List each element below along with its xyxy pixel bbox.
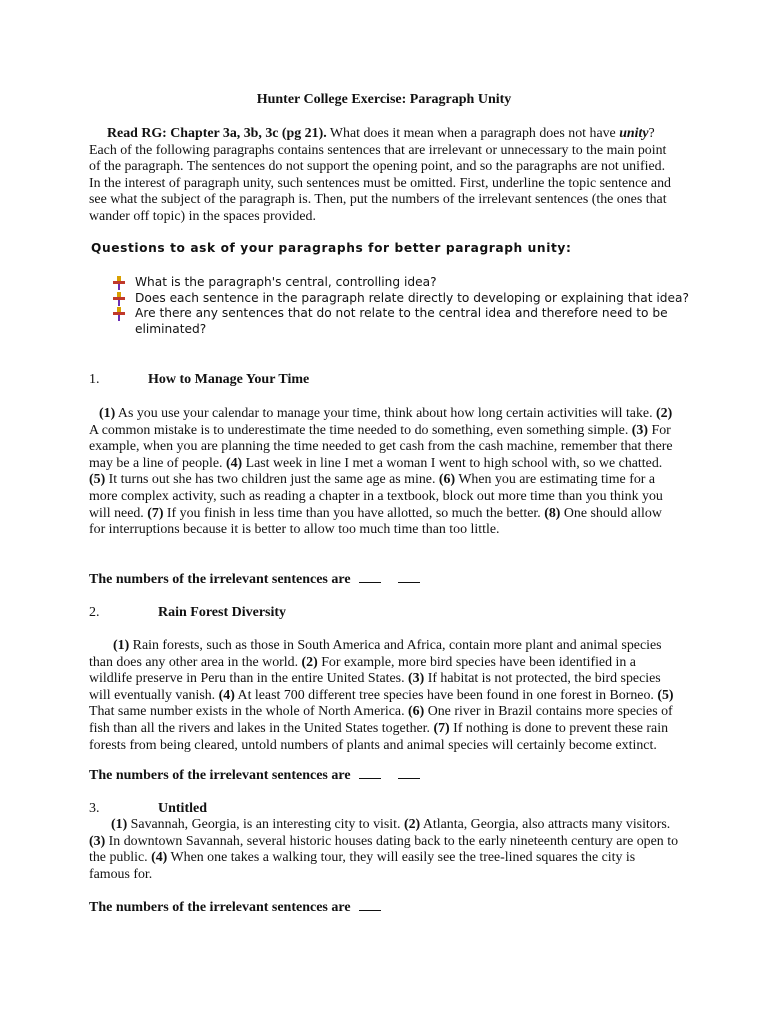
sentence-number: (8) xyxy=(544,505,561,521)
sentence-number: (7) xyxy=(433,720,450,736)
unity-emphasis: unity xyxy=(619,126,649,141)
sentence-number: (3) xyxy=(408,671,425,687)
answer-blank[interactable] xyxy=(398,572,420,583)
section-2-heading: 2. Rain Forest Diversity xyxy=(89,605,287,620)
sentence-text: Savannah, Georgia, is an interesting city to visit. xyxy=(127,817,404,832)
intro-paragraph xyxy=(89,126,679,226)
sentence-number: (7) xyxy=(147,505,164,521)
sentence-text: If habitat is not protected, the bird species will eventually vanish. xyxy=(89,671,661,703)
questions-heading: Questions to ask of your paragraphs for better paragraph unity: xyxy=(91,241,572,255)
thumbtack-bullet-icon xyxy=(112,307,126,321)
answer-blank[interactable] xyxy=(398,768,420,779)
section-1-heading: 1. How to Manage Your Time xyxy=(89,372,310,387)
section-3-answer: The numbers of the irrelevant sentences are xyxy=(89,900,381,916)
sentence-text: Rain forests, such as those in South America and Africa, contain more plant and animal species than does any other area in the world. xyxy=(89,638,662,670)
sentence-text: At least 700 different tree species have been found in one forest in Borneo. xyxy=(234,687,658,703)
answer-blank[interactable] xyxy=(359,900,381,911)
sentence-number: (4) xyxy=(225,455,243,471)
sentence-number: (2) xyxy=(301,654,318,670)
answer-blank[interactable] xyxy=(359,572,381,583)
thumbtack-bullet-icon xyxy=(112,292,126,306)
reading-assignment: Read RG: Chapter 3a, 3b, 3c (pg 21). xyxy=(107,126,327,141)
sentence-text: If nothing is done to prevent these rain forests from being cleared, untold numbers of plants and animal species will certainly become extinct. xyxy=(89,720,669,753)
sentence-text: One river in Brazil contains more species of fish than all the rivers and lakes in the United States together. xyxy=(89,704,673,736)
question-text: Does each sentence in the paragraph relate directly to developing or explaining that idea? xyxy=(135,290,689,305)
sentence-text: When one takes a walking tour, they will easily see the tree-lined squares the city is famous for. xyxy=(89,850,636,882)
sentence-text: When you are estimating time for a more complex activity, such as reading a chapter in a textbook, block out more time than you think you will need. xyxy=(89,472,663,521)
question-item xyxy=(110,306,690,337)
sentence-text: A common mistake is to underestimate the time needed to do something, even something simple. xyxy=(89,422,632,438)
sentence-text: In downtown Savannah, several historic houses dating back to the early nineteenth century are open to the public. xyxy=(89,833,679,866)
sentence-number: (1) xyxy=(99,406,116,421)
questions-list xyxy=(110,275,690,337)
sentence-number: (2) xyxy=(403,817,421,832)
sentence-number: (5) xyxy=(657,687,674,703)
question-item xyxy=(110,291,690,307)
question-text: Are there any sentences that do not relate to the central idea and therefore need to be eliminated? xyxy=(135,306,668,336)
question-item xyxy=(110,275,690,291)
sentence-text: If you finish in less time than you have allotted, so much the better. xyxy=(163,505,545,521)
section-2-answer: The numbers of the irrelevant sentences are xyxy=(89,768,420,784)
section-3-heading: 3. Untitled xyxy=(89,801,207,816)
section-1-answer: The numbers of the irrelevant sentences are xyxy=(89,572,420,588)
page-title: Hunter College Exercise: Paragraph Unity xyxy=(256,92,512,107)
sentence-number: (6) xyxy=(438,472,456,488)
intro-text-a: What does it mean when a paragraph does not have xyxy=(326,126,620,141)
answer-blank[interactable] xyxy=(359,768,381,779)
sentence-text: Last week in line I met a woman I went to high school with, so we chatted. xyxy=(242,455,663,471)
question-text: What is the paragraph's central, controlling idea? xyxy=(135,275,437,289)
sentence-number: (5) xyxy=(89,472,106,488)
sentence-number: (1) xyxy=(111,817,128,832)
section-2-paragraph xyxy=(89,638,679,754)
thumbtack-bullet-icon xyxy=(112,276,126,290)
sentence-text: It turns out she has two children just the same age as mine. xyxy=(105,472,439,488)
sentence-number: (4) xyxy=(218,687,235,703)
section-1-paragraph xyxy=(89,406,679,539)
sentence-text: For example, when you are planning the time needed to get cash from the cash machine, remember that there may be a line of people. xyxy=(89,422,673,471)
sentence-number: (3) xyxy=(89,833,106,849)
sentence-number: (6) xyxy=(408,704,425,720)
sentence-number: (2) xyxy=(656,406,673,421)
sentence-number: (3) xyxy=(631,422,648,438)
sentence-number: (1) xyxy=(113,638,130,653)
sentence-text: One should allow for interruptions because it is better to allow too much time than too little. xyxy=(89,505,662,538)
sentence-text: As you use your calendar to manage your time, think about how long certain activities will take. xyxy=(115,406,657,421)
sentence-text: Atlanta, Georgia, also attracts many visitors. xyxy=(420,817,671,832)
sentence-number: (4) xyxy=(151,850,168,866)
section-3-paragraph xyxy=(89,817,679,883)
sentence-text: For example, more bird species have been identified in a wildlife preserve in Peru than in the entire United States. xyxy=(89,654,636,687)
intro-text-b: ? Each of the following paragraphs contains sentences that are irrelevant or unnecessary to the main point of the paragraph. The sentences do not support the opening point, and so the paragraphs are not unified. In the interest of paragraph unity, such sentences must be omitted. First, underline the topic sentence and see what the subject of the paragraph is. Then, put the numbers of the irrelevant sentences (the ones that wander off topic) in the spaces provided. xyxy=(89,126,671,224)
sentence-text: That same number exists in the whole of North America. xyxy=(89,704,409,720)
